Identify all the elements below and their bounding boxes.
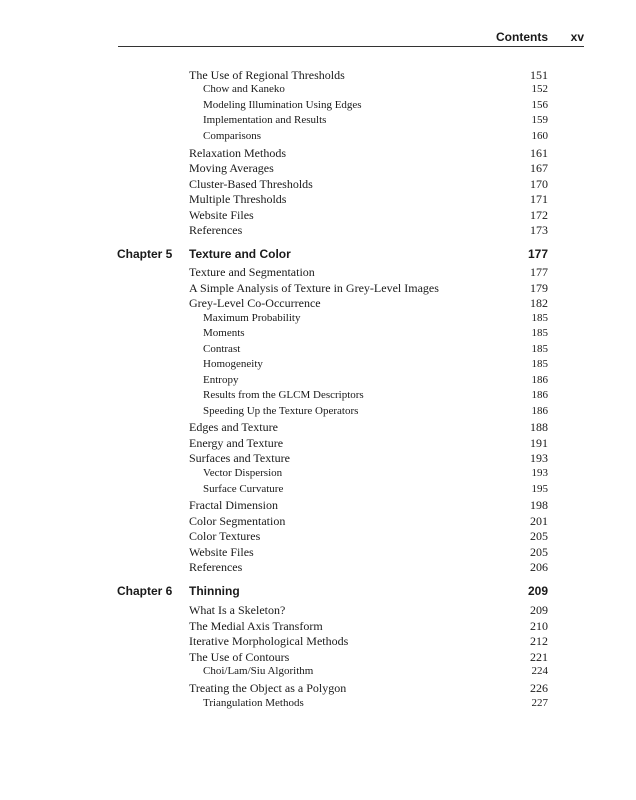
page-number: 191 — [530, 436, 548, 450]
toc-entry — [0, 82, 636, 98]
page-number: 186 — [531, 389, 548, 401]
page-number: 210 — [530, 619, 548, 633]
page-number: 185 — [531, 343, 548, 355]
toc-entry — [0, 207, 636, 223]
entry-title: A Simple Analysis of Texture in Grey-Level Images — [189, 281, 439, 295]
page-number: 226 — [530, 681, 548, 695]
page-number: 151 — [530, 68, 548, 82]
entry-title: Fractal Dimension — [189, 498, 278, 512]
toc-entry — [0, 311, 636, 327]
header-title: Contents — [496, 30, 548, 44]
entry-title: Treating the Object as a Polygon — [189, 681, 347, 695]
entry-title: Modeling Illumination Using Edges — [203, 99, 362, 111]
toc-entry — [0, 513, 636, 529]
entry-title: The Medial Axis Transform — [189, 619, 323, 633]
toc-entry — [0, 280, 636, 296]
entry-title: Contrast — [203, 343, 241, 355]
toc-entry — [0, 404, 636, 420]
toc-entry — [0, 176, 636, 192]
page-number: 177 — [527, 247, 548, 261]
toc-entry — [0, 191, 636, 207]
chapter-title: Thinning — [189, 584, 240, 598]
page-number: 195 — [531, 483, 548, 495]
running-header — [118, 30, 584, 47]
entry-title: Iterative Morphological Methods — [189, 634, 349, 648]
toc-entry — [0, 696, 636, 712]
page-number: 212 — [530, 634, 548, 648]
toc-entry — [0, 388, 636, 404]
page-number: 193 — [531, 467, 548, 479]
page-number: 159 — [531, 114, 548, 126]
entry-title: Website Files — [189, 208, 254, 222]
entry-title: Implementation and Results — [203, 114, 327, 126]
toc-entry — [0, 113, 636, 129]
page-number: 186 — [531, 374, 548, 386]
entry-title: Surfaces and Texture — [189, 451, 290, 465]
page-number: 209 — [527, 584, 548, 598]
toc-entry — [0, 664, 636, 680]
entry-title: The Use of Regional Thresholds — [189, 68, 345, 82]
entry-title: Entropy — [203, 374, 239, 386]
page-number: 177 — [530, 265, 548, 279]
entry-title: Edges and Texture — [189, 420, 278, 434]
toc-entry — [0, 559, 636, 575]
page-number: 205 — [530, 545, 548, 559]
page-number: 185 — [531, 327, 548, 339]
toc-entry — [0, 326, 636, 342]
toc-entry — [0, 419, 636, 435]
toc-entry — [0, 528, 636, 544]
page-number: 193 — [530, 451, 548, 465]
toc-entry — [0, 222, 636, 238]
toc-entry — [0, 602, 636, 618]
page-number: 186 — [531, 405, 548, 417]
toc-entry — [0, 145, 636, 161]
toc-entry — [0, 98, 636, 114]
entry-title: Texture and Segmentation — [189, 265, 315, 279]
page-number: 185 — [531, 312, 548, 324]
entry-title: Relaxation Methods — [189, 146, 286, 160]
toc-entry — [0, 373, 636, 389]
page-number: 171 — [530, 192, 548, 206]
toc-entry — [0, 435, 636, 451]
page-number: 172 — [530, 208, 548, 222]
toc-entry — [0, 450, 636, 466]
entry-title: Speeding Up the Texture Operators — [203, 405, 359, 417]
page-number: 156 — [531, 99, 548, 111]
page-number: 221 — [530, 650, 548, 664]
toc-entry — [0, 544, 636, 560]
page-number: 224 — [531, 665, 548, 677]
entry-title: References — [189, 560, 243, 574]
page-number: 209 — [530, 603, 548, 617]
toc-entry — [0, 680, 636, 696]
toc-chapter-row — [0, 247, 636, 263]
page-number: 161 — [530, 146, 548, 160]
page-number: 167 — [530, 161, 548, 175]
page-number: 170 — [530, 177, 548, 191]
page-number: 173 — [530, 223, 548, 237]
page-number: 227 — [531, 697, 548, 709]
toc-entry — [0, 342, 636, 358]
entry-title: Cluster-Based Thresholds — [189, 177, 313, 191]
entry-title: Maximum Probability — [203, 312, 301, 324]
entry-title: Color Textures — [189, 529, 261, 543]
chapter-title: Texture and Color — [189, 247, 291, 261]
chapter-number: Chapter 5 — [117, 247, 173, 261]
entry-title: Grey-Level Co-Occurrence — [189, 296, 321, 310]
entry-title: Chow and Kaneko — [203, 83, 285, 95]
page-number: 152 — [531, 83, 548, 95]
page-number: 205 — [530, 529, 548, 543]
toc-entry — [0, 649, 636, 665]
entry-title: Moments — [203, 327, 245, 339]
entry-title: Energy and Texture — [189, 436, 284, 450]
toc-entry — [0, 497, 636, 513]
page-number: 179 — [530, 281, 548, 295]
entry-title: The Use of Contours — [189, 650, 290, 664]
entry-title: Surface Curvature — [203, 483, 284, 495]
toc-entry — [0, 160, 636, 176]
toc-entry — [0, 129, 636, 145]
entry-title: Color Segmentation — [189, 514, 286, 528]
toc-entry — [0, 618, 636, 634]
chapter-number: Chapter 6 — [117, 584, 173, 598]
toc-entry — [0, 466, 636, 482]
header-page-number: xv — [570, 30, 584, 44]
entry-title: Moving Averages — [189, 161, 274, 175]
page-number: 188 — [530, 420, 548, 434]
page-number: 206 — [530, 560, 548, 574]
entry-title: Triangulation Methods — [203, 697, 304, 709]
entry-title: Homogeneity — [203, 358, 263, 370]
entry-title: References — [189, 223, 243, 237]
entry-title: Vector Dispersion — [203, 467, 283, 479]
toc-entry — [0, 295, 636, 311]
toc-entry — [0, 67, 636, 83]
page-number: 185 — [531, 358, 548, 370]
page-number: 182 — [530, 296, 548, 310]
entry-title: Website Files — [189, 545, 254, 559]
page-number: 201 — [530, 514, 548, 528]
entry-title: Choi/Lam/Siu Algorithm — [203, 665, 314, 677]
toc-chapter-row — [0, 584, 636, 600]
toc-entry — [0, 633, 636, 649]
toc-entry — [0, 357, 636, 373]
entry-title: Multiple Thresholds — [189, 192, 287, 206]
page-number: 160 — [531, 130, 548, 142]
entry-title: What Is a Skeleton? — [189, 603, 286, 617]
page-number: 198 — [530, 498, 548, 512]
toc-entry — [0, 264, 636, 280]
entry-title: Comparisons — [203, 130, 262, 142]
entry-title: Results from the GLCM Descriptors — [203, 389, 364, 401]
toc-entry — [0, 482, 636, 498]
